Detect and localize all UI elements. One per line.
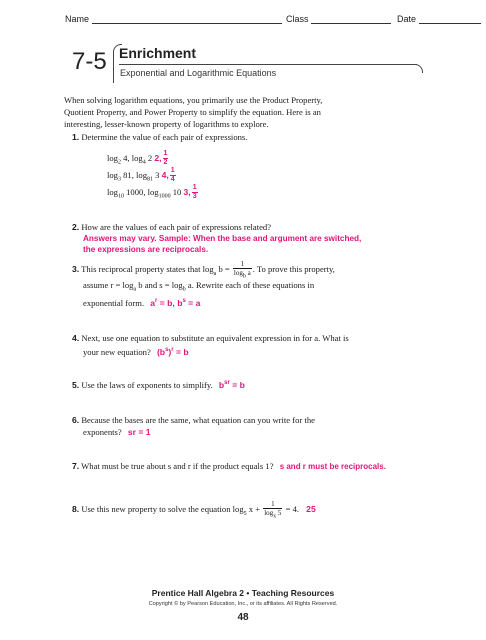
- log-base: 5: [243, 510, 247, 517]
- answer-fraction: [192, 184, 198, 201]
- question-7: [72, 460, 386, 473]
- log-base: b: [182, 286, 186, 293]
- question-text: What must be true about s and r if the product equals 1?: [81, 461, 274, 471]
- answer-exponent: r: [171, 347, 174, 353]
- answer: sr = 1: [127, 427, 151, 437]
- question-number: 4.: [72, 333, 80, 343]
- answer-fraction: [170, 167, 176, 184]
- log-text: log: [264, 509, 274, 517]
- question-number: 1.: [72, 132, 80, 142]
- question-text: Next, use one equation to substitute an equivalent expression in for a. What is: [81, 333, 349, 343]
- log-base: 4: [142, 159, 146, 166]
- log-base: b: [242, 273, 246, 280]
- fraction-denominator: 3: [192, 193, 197, 200]
- intro-paragraph: [64, 94, 424, 130]
- question-8: [72, 500, 316, 520]
- class-line: [311, 14, 391, 24]
- answer-value: 3,: [183, 186, 191, 197]
- question-text: Because the bases are the same, what equation can you write for the: [81, 415, 315, 425]
- answer-value: a: [150, 297, 156, 308]
- name-field: [65, 14, 282, 24]
- answer-value: ): [168, 346, 172, 357]
- log-base: 3: [117, 176, 121, 183]
- log-arg: 4,: [120, 152, 132, 163]
- question-text: your new equation?: [83, 346, 151, 357]
- log-base: 10: [117, 193, 124, 200]
- answer-value: b: [218, 379, 225, 390]
- date-line: [419, 14, 481, 24]
- log-base: 1000: [158, 193, 171, 200]
- question-number: 6.: [72, 415, 80, 425]
- footer-copyright: Copyright © by Pearson Education, Inc., or its affiliates. All Rights Reserved.: [148, 601, 338, 607]
- answer-line: Answers may vary. Sample: When the base and argument are switched,: [83, 234, 362, 243]
- lesson-subtitle: Exponential and Logarithmic Equations: [120, 68, 277, 78]
- question-text: a. Rewrite each of these equations in: [185, 280, 315, 290]
- question-text: Use this new property to solve the equation log: [81, 504, 244, 515]
- lesson-number: 7-5: [72, 48, 107, 75]
- answer-exponent: r: [155, 298, 158, 304]
- name-line: [92, 14, 282, 24]
- log-base: a: [133, 286, 137, 293]
- footer-book-title: Prentice Hall Algebra 2 • Teaching Resources: [151, 588, 335, 598]
- lesson-title: Enrichment: [119, 45, 197, 61]
- answer-line: the expressions are reciprocals.: [83, 245, 209, 254]
- answer-value: = a: [185, 297, 201, 308]
- answer-value: = b: [229, 379, 245, 390]
- question-3: [72, 260, 335, 280]
- class-label: Class: [286, 14, 309, 24]
- log-arg: a: [245, 269, 251, 277]
- question-text: = 4.: [283, 504, 300, 515]
- log-base: 2: [117, 159, 121, 166]
- intro-line: When solving logarithm equations, you primarily use the Product Property,: [64, 95, 323, 105]
- intro-line: interesting, lesser-known property of logarithms to explore.: [64, 119, 269, 129]
- answer: [150, 298, 200, 308]
- answer-value: = b: [173, 346, 189, 357]
- log-text: log: [107, 169, 118, 180]
- log-base: 81: [147, 176, 154, 183]
- log-text: log: [136, 169, 148, 180]
- q1-row: [107, 167, 177, 185]
- answer-value: = b, b: [157, 297, 183, 308]
- log-arg: 10: [170, 186, 182, 197]
- question-3-line-3: [83, 295, 200, 309]
- log-text: log: [107, 186, 118, 197]
- fraction-denominator: 2: [163, 159, 168, 166]
- title-rule-end: [412, 64, 423, 73]
- question-text: b =: [216, 264, 232, 275]
- question-number: 2.: [72, 222, 80, 232]
- fraction-denominator: 4: [170, 176, 175, 183]
- fraction-numerator: 1: [263, 500, 282, 509]
- question-text: Determine the value of each pair of expressions.: [81, 132, 248, 142]
- answer: [219, 380, 245, 390]
- question-1: [72, 131, 247, 143]
- page-number: 48: [237, 612, 249, 623]
- log-arg: 5: [276, 509, 282, 517]
- question-4: [72, 332, 432, 358]
- question-5: [72, 377, 245, 391]
- answer-exponent: sr: [224, 380, 230, 386]
- date-label: Date: [397, 14, 417, 24]
- reciprocal-fraction: [233, 260, 252, 280]
- equation-fraction: [263, 500, 282, 520]
- question-text: Use the laws of exponents to simplify.: [81, 379, 213, 390]
- log-text: log: [131, 152, 143, 163]
- q1-row: [107, 184, 199, 202]
- question-text: exponential form.: [83, 297, 145, 308]
- log-base: x: [273, 513, 277, 520]
- question-text: x +: [246, 504, 263, 515]
- answer-value: 2,: [154, 152, 162, 163]
- question-number: 8.: [72, 504, 80, 515]
- answer-fraction: [163, 150, 169, 167]
- question-text: b and s = log: [136, 280, 183, 290]
- answer: s and r must be reciprocals.: [279, 462, 386, 471]
- answer-value: 4,: [161, 169, 169, 180]
- log-text: log: [147, 186, 159, 197]
- fraction-denominator: [263, 509, 282, 520]
- answer: [183, 184, 199, 200]
- log-base: a: [213, 270, 217, 277]
- fraction-numerator: 1: [192, 184, 197, 191]
- intro-line: Quotient Property, and Power Property to simplify the equation. Here is an: [64, 107, 321, 117]
- answer: [161, 167, 177, 183]
- fraction-numerator: 1: [233, 260, 252, 269]
- answer-value: (b: [156, 346, 166, 357]
- fraction-numerator: 1: [163, 150, 168, 157]
- answer-exponent: s: [165, 347, 169, 353]
- answer-exponent: s: [182, 298, 186, 304]
- class-field: [286, 14, 391, 24]
- log-arg: 81,: [120, 169, 137, 180]
- answer: [157, 347, 189, 357]
- question-number: 3.: [72, 264, 80, 275]
- log-arg: 1000,: [123, 186, 148, 197]
- question-3-line-2: [83, 279, 314, 296]
- question-6: [72, 414, 432, 438]
- question-number: 7.: [72, 461, 80, 471]
- log-text: log: [107, 152, 118, 163]
- fraction-numerator: 1: [170, 167, 175, 174]
- question-2: [72, 221, 271, 233]
- log-arg: 3: [153, 169, 160, 180]
- question-text: exponents?: [83, 427, 122, 437]
- q1-row: [107, 150, 169, 168]
- answer: 25: [306, 504, 316, 515]
- question-number: 5.: [72, 379, 80, 390]
- name-label: Name: [65, 14, 90, 24]
- question-text: . To prove this property,: [252, 264, 335, 275]
- answer: [154, 150, 169, 166]
- question-text: This reciprocal property states that log: [81, 264, 214, 275]
- answer: [83, 233, 361, 255]
- question-text: How are the values of each pair of expressions related?: [81, 222, 272, 232]
- date-field: [397, 14, 481, 24]
- title-rule: [119, 64, 417, 65]
- log-arg: 2: [145, 152, 153, 163]
- log-text: log: [233, 269, 243, 277]
- question-text: assume r = log: [83, 280, 134, 290]
